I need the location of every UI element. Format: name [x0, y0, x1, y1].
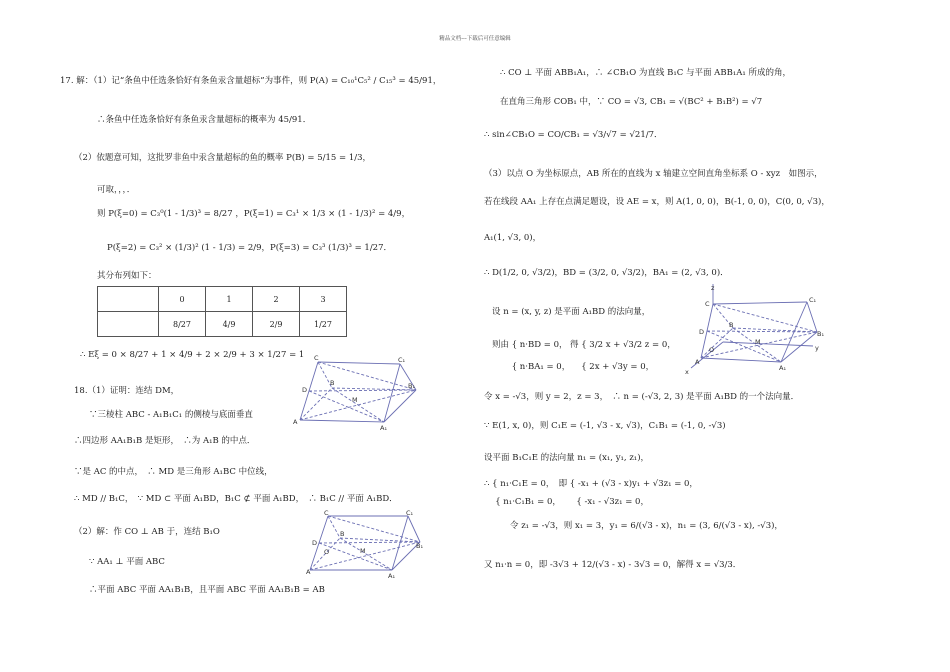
fig-label: B: [330, 379, 335, 387]
fig-label: C₁: [406, 509, 414, 517]
proof-line-1: ∵三棱柱 ABC - A₁B₁C₁ 的侧棱与底面垂直: [89, 410, 253, 420]
fig-label: C: [705, 300, 710, 308]
system-line-2: { n·BA₁ = 0，: [492, 362, 571, 372]
proof-line-4: ∴ MD // B₁C， ∵ MD ⊂ 平面 A₁BD，B₁C ⊄ 平面 A₁BD， ∴ B₁C // 平面 A₁BD．: [74, 494, 398, 504]
expectation-line: ∴ Eξ = 0 × 8/27 + 1 × 4/9 + 2 × 2/9 + 3 × 1/27 = 1: [80, 350, 305, 360]
distribution-intro: 其分布列如下：: [97, 271, 157, 281]
table-cell: [98, 312, 159, 337]
solution-r2: 在直角三角形 COB₁ 中，∵ CO = √3, CB₁ = √(BC² + B₁B²) = √7: [500, 97, 763, 107]
solution-r10: 令 x = -√3，则 y = 2，z = 3， ∴ n = (-√3, 2, 3) 是平面 A₁BD 的一个法向量．: [484, 392, 800, 402]
fig-label: O: [709, 346, 715, 354]
fig-label: B₁: [408, 382, 416, 390]
fig-label: x: [685, 368, 689, 376]
probability-line-2: P(ξ=2) = C₃² × (1/3)² (1 - 1/3) = 2/9，P(ξ=3) = C₃³ (1/3)³ = 1/27．: [107, 243, 392, 253]
solution-r12: 设平面 B₁C₁E 的法向量 n₁ = (x₁, y₁, z₁)，: [484, 453, 650, 463]
solution-r3: ∴ sin∠CB₁O = CO/CB₁ = √3/√7 = √21/7．: [484, 130, 663, 140]
fig-label: M: [360, 547, 366, 555]
table-cell: 3: [300, 287, 347, 312]
fig-label: D: [699, 328, 705, 336]
table-cell: 1: [206, 287, 253, 312]
fig-label: A₁: [388, 572, 396, 580]
fig-label: D: [312, 539, 318, 547]
solution-line-2: ∴平面 ABC 平面 AA₁B₁B，且平面 ABC 平面 AA₁B₁B = AB: [89, 585, 325, 595]
problem-17-values: 可取，，，．: [97, 185, 136, 195]
fig-label: A₁: [380, 424, 388, 432]
table-cell: 0: [159, 287, 206, 312]
fig-label: C: [324, 509, 329, 517]
proof-line-3: ∵是 AC 的中点， ∴ MD 是三角形 A₁BC 中位线，: [74, 467, 273, 477]
solution-r15: 又 n₁·n = 0，即 -3√3 + 12/(√3 - x) - 3√3 = 0，解得 x = √3/3．: [484, 560, 742, 570]
solution-r14: 令 z₁ = -√3，则 x₁ = 3，y₁ = 6/(√3 - x)，n₁ = (3, 6/(√3 - x), -√3)，: [510, 521, 783, 531]
solution-r11: ∵ E(1, x, 0)，则 C₁E = (-1, √3 - x, √3)，C₁B₁ = (-1, 0, -√3): [484, 421, 726, 431]
distribution-table: [97, 286, 347, 337]
fig-label: M: [352, 396, 358, 404]
prism-figure-1: [290, 352, 420, 432]
table-cell: 2/9: [253, 312, 300, 337]
solution-r7: ∴ D(1/2, 0, √3/2)，BD = (3/2, 0, √3/2)，BA₁ = (2, √3, 0)．: [484, 268, 729, 278]
fig-label: A₁: [779, 364, 787, 372]
solution-line-1: ∵ AA₁ ⊥ 平面 ABC: [89, 557, 165, 567]
fig-label: C₁: [809, 296, 817, 304]
fig-label: B₁: [817, 330, 825, 338]
page-header: 精品文档---下载后可任意编辑: [439, 36, 511, 42]
table-cell: 2: [253, 287, 300, 312]
problem-18-part-2: （2）解：作 CO ⊥ AB 于，连结 B₁O: [74, 527, 220, 537]
solution-r1: ∴ CO ⊥ 平面 ABB₁A₁，∴ ∠CB₁O 为直线 B₁C 与平面 ABB₁A₁ 所成的角，: [500, 68, 791, 78]
system-line-3: 得 { 3/2 x + √3/2 z = 0，: [570, 340, 676, 350]
fig-label: A: [695, 358, 700, 366]
coordinate-figure: [683, 282, 833, 378]
fig-label: M: [755, 338, 761, 346]
proof-line-2: ∴四边形 AA₁B₁B 是矩形， ∴为 A₁B 的中点．: [74, 436, 256, 446]
fig-label: D: [302, 386, 308, 394]
table-cell: [98, 287, 159, 312]
probability-line-1: 则 P(ξ=0) = C₃⁰(1 - 1/3)³ = 8/27 ，P(ξ=1) = C₃¹ × 1/3 × (1 - 1/3)² = 4/9，: [97, 209, 411, 219]
fig-label: y: [815, 344, 819, 352]
fig-label: B₁: [416, 542, 424, 550]
fig-label: O: [324, 548, 330, 556]
system-line-1: 则由 { n·BD = 0，: [492, 340, 568, 350]
table-row: [98, 312, 347, 337]
fig-label: z: [711, 284, 715, 292]
fig-label: B: [729, 321, 734, 329]
system-2-line-2: { n₁·C₁B₁ = 0， { -x₁ - √3z₁ = 0，: [484, 497, 649, 507]
fig-label: A: [293, 418, 298, 426]
problem-17-part-2: （2）依题意可知，这批罗非鱼中汞含量超标的鱼的概率 P(B) = 5/15 = 1/3，: [74, 153, 372, 163]
fig-label: C₁: [398, 356, 406, 364]
problem-17-conclusion-1: ∴条鱼中任选条恰好有条鱼汞含量超标的概率为 45/91．: [97, 115, 312, 125]
fig-label: C: [314, 354, 319, 362]
fig-label: A: [306, 568, 311, 576]
problem-18-part-1: 18.（1）证明：连结 DM，: [74, 386, 180, 396]
fig-label: B: [340, 530, 345, 538]
table-row: [98, 287, 347, 312]
system-2-line-1: ∴ { n₁·C₁E = 0， 即 { -x₁ + (√3 - x)y₁ + √3z₁ = 0，: [484, 479, 698, 489]
solution-r4: （3）以点 O 为坐标原点，AB 所在的直线为 x 轴建立空间直角坐标系 O - xyz 如图示，: [484, 169, 823, 179]
prism-figure-2: [304, 508, 434, 582]
system-line-4: { 2x + √3y = 0，: [570, 362, 655, 372]
table-cell: 8/27: [159, 312, 206, 337]
solution-r6: A₁(1, √3, 0)，: [484, 233, 542, 243]
problem-17-intro: 17. 解：（1）记“条鱼中任选条恰好有条鱼汞含量超标”为事件，则 P(A) = C₁₀¹C₅² / C₁₅³ = 45/91，: [60, 76, 442, 86]
solution-r8: 设 n = (x, y, z) 是平面 A₁BD 的法向量，: [492, 307, 651, 317]
table-cell: 1/27: [300, 312, 347, 337]
table-cell: 4/9: [206, 312, 253, 337]
solution-r5: 若在线段 AA₁ 上存在点满足题设，设 AE = x，则 A(1, 0, 0)，B(-1, 0, 0)，C(0, 0, √3)，: [484, 197, 830, 207]
